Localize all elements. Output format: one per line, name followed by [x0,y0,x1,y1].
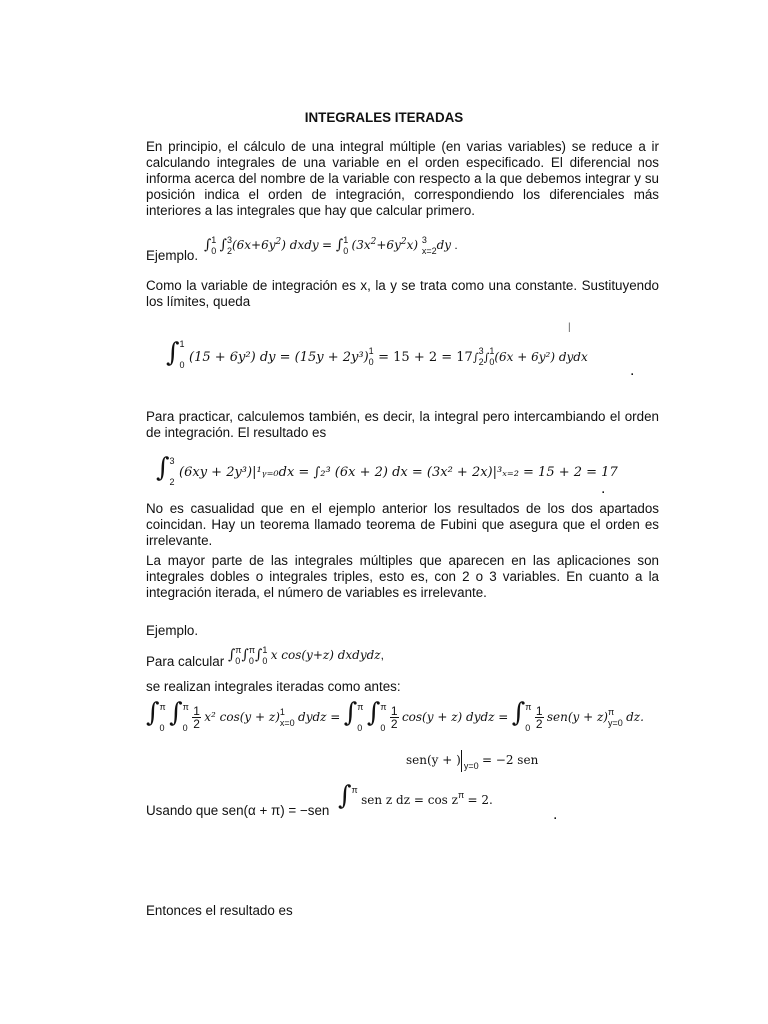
formula-2-tail: (6x + 6y²) dydx [494,350,588,364]
variable-note: Como la variable de integración es x, la y se trata como una constante. Sustituyendo los límites, queda [146,278,659,309]
period: . [553,806,558,823]
practice-paragraph: Para practicar, calculemos también, es decir, la integral pero intercambiando el orden de integración. El resultado es [146,409,659,440]
formula-5-c: cos(y + z) dydz = [401,710,509,724]
formula-5-b: dydz = [298,710,341,724]
period: . [601,480,606,497]
example-label-2: Ejemplo. [146,623,199,638]
formula-2: ∫ 1 0 (15 + 6y²) dy = (15y + 2y³) 1 0 = 15 + 2 = 17∫ 3 2 ∫ 1 0 (6x + 6y²) dydx [166,338,588,370]
formula-5: ∫ π 0 ∫ π 0 $\frac{1}{2}$ x² cos(y + z) 1 x=0 dydz = ∫ π 0 ∫ π 0 $\frac{1}{2}$ cos(y + z) dydz = ∫ π 0 $\frac{1}{2}$ sen(y + z) π y=0 dz. [146,698,644,733]
formula-4-text: x cos(y+z) dxdydz [270,648,381,663]
formula-7-text: sen z dz = cos z [361,793,458,807]
stray-mark: | [568,322,571,333]
formula-6-text: sen(y + ) [406,753,461,768]
entonces-text: Entonces el resultado es [146,903,293,918]
formula-5-e: dz. [626,710,644,724]
formula-5-d: sen(y + z) [546,710,608,724]
period: . [630,362,635,379]
formula-6: sen(y + ) y=0 = −2 sen [406,750,538,772]
fubini-paragraph: No es casualidad que en el ejemplo anterior los resultados de los dos apartados coincidan. Hay un teorema llamado teorema de Fubini que asegura que el orden es irrelevante. [146,501,659,548]
formula-5-a: x² cos(y + z) [204,710,280,724]
page-title: INTEGRALES ITERADAS [304,110,464,125]
formula-3: ∫ 3 2 (6xy + 2y³)|¹ᵧ₌₀dx = ∫₂³ (6x + 2) dx = (3x² + 2x)|³ₓ₌₂ = 15 + 2 = 17 [156,453,618,487]
para-calcular: Para calcular [146,654,225,669]
formula-2-mid: = 15 + 2 = 17 [378,350,473,365]
formula-example-1: ∫ 1 0 ∫ 3 2 $(6x+6y^2)$ dxdy = ∫ 1 0 $(3x^2+6y^2x)$ 3 x=2 dy . [204,235,458,256]
se-realizan: se realizan integrales iteradas como antes: [146,679,401,694]
formula-4: ∫ π 0 ∫ π 0 ∫ 1 0 x cos(y+z) dxdydz, [228,645,384,666]
formula-7-rhs: = 2. [467,793,493,807]
formula-3-text: (6xy + 2y³)|¹ᵧ₌₀dx = ∫₂³ (6x + 2) dx = (3x² + 2x)|³ₓ₌₂ = 15 + 2 = 17 [179,465,618,480]
formula-6-rhs: = −2 sen [481,753,539,768]
example-label: Ejemplo. [146,248,199,263]
usando-text: Usando que sen(α + π) = −sen [146,803,330,818]
formula-7: ∫ π sen z dz = cos z π = 2. [338,781,493,811]
intro-paragraph: En principio, el cálculo de una integral múltiple (en varias variables) se reduce a ir calculando integrales de una variable en el orden especificado. El diferencial nos informa acerca del nombre de la variable con respecto a la que debemos integrar y su posición indica el orden de integración, correspondiendo los diferenciales más interiores a las integrales que hay que calcular primero. [146,139,659,218]
formula-2-lhs: (15 + 6y²) dy = (15y + 2y³) [189,350,369,365]
most-paragraph: La mayor parte de las integrales múltiples que aparecen en las aplicaciones son integrales dobles o integrales triples, esto es, con 2 o 3 variables. En cuanto a la integración iterada, el número de variables es irrelevante. [146,553,659,600]
